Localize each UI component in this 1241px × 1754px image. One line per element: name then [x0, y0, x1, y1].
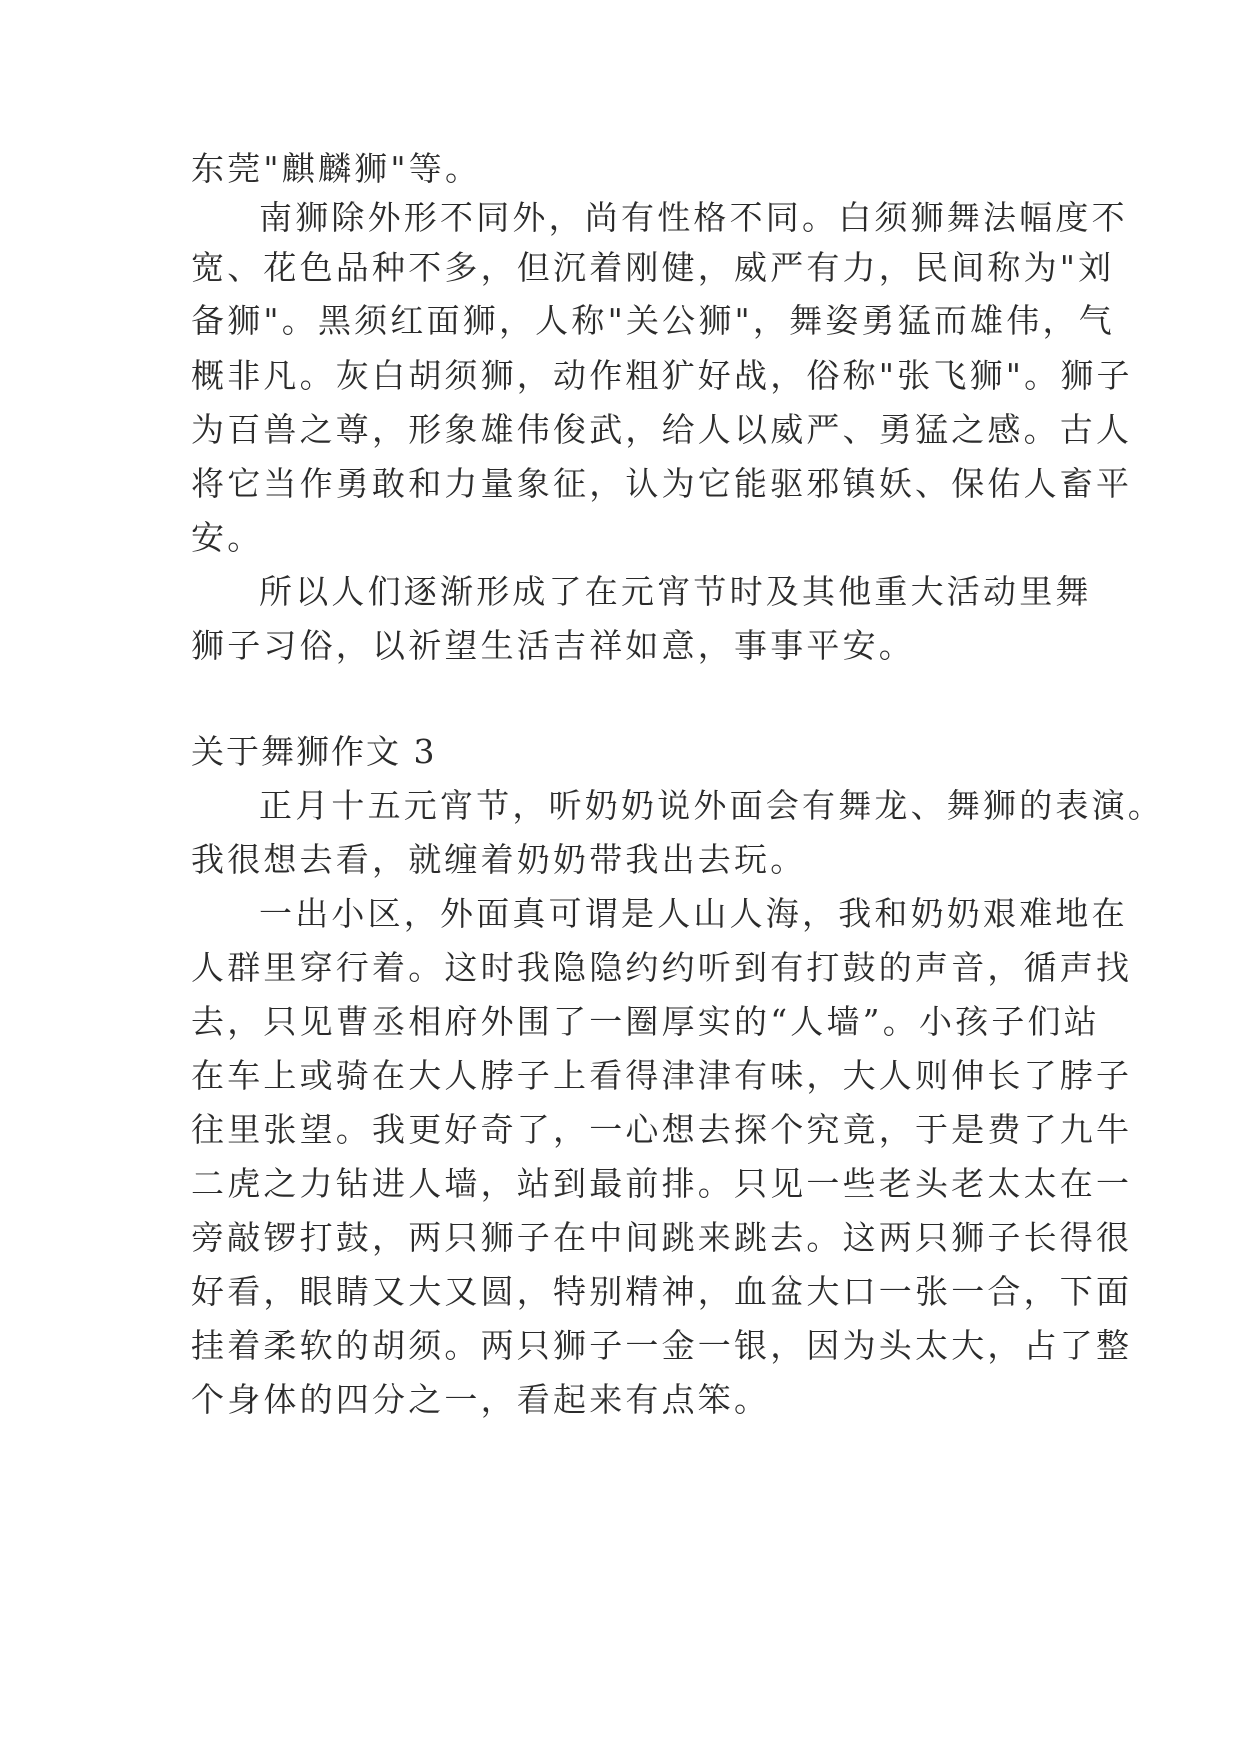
text-line: 二虎之力钻进人墙，站到最前排。只见一些老头老太太在一: [191, 1164, 1133, 1203]
paragraph-line: 一出小区，外面真可谓是人山人海，我和奶奶艰难地在: [259, 894, 1128, 933]
text-line: 备狮"。黑须红面狮，人称"关公狮"，舞姿勇猛而雄伟，气: [191, 301, 1115, 340]
text-line: 旁敲锣打鼓，两只狮子在中间跳来跳去。这两只狮子长得很: [191, 1218, 1133, 1257]
text-line: 我很想去看，就缠着奶奶带我出去玩。: [191, 840, 807, 879]
text-line: 概非凡。灰白胡须狮，动作粗犷好战，俗称"张飞狮"。狮子: [191, 356, 1133, 395]
text-line: 好看，眼睛又大又圆，特别精神，血盆大口一张一合，下面: [191, 1272, 1133, 1311]
paragraph-line: 所以人们逐渐形成了在元宵节时及其他重大活动里舞: [259, 572, 1092, 611]
text-line: 将它当作勇敢和力量象征，认为它能驱邪镇妖、保佑人畜平: [191, 464, 1133, 503]
text-line: 安。: [191, 518, 264, 557]
text-line: 去，只见曹丞相府外围了一圈厚实的“人墙”。小孩子们站: [191, 1002, 1100, 1041]
text-line: 狮子习俗，以祈望生活吉祥如意，事事平安。: [191, 626, 915, 665]
text-line: 挂着柔软的胡须。两只狮子一金一银，因为头太大，占了整: [191, 1326, 1133, 1365]
paragraph-line: 南狮除外形不同外，尚有性格不同。白须狮舞法幅度不: [259, 198, 1128, 237]
text-line: 人群里穿行着。这时我隐隐约约听到有打鼓的声音，循声找: [191, 948, 1133, 987]
paragraph-line: 正月十五元宵节，听奶奶说外面会有舞龙、舞狮的表演。: [259, 786, 1164, 825]
text-line: 宽、花色品种不多，但沉着刚健，威严有力，民间称为"刘: [191, 248, 1115, 287]
text-line: 东莞"麒麟狮"等。: [191, 149, 482, 188]
text-line: 往里张望。我更好奇了，一心想去探个究竟，于是费了九牛: [191, 1110, 1133, 1149]
text-line: 在车上或骑在大人脖子上看得津津有味，大人则伸长了脖子: [191, 1056, 1133, 1095]
text-line: 个身体的四分之一，看起来有点笨。: [191, 1380, 771, 1419]
text-line: 为百兽之尊，形象雄伟俊武，给人以威严、勇猛之感。古人: [191, 410, 1133, 449]
section-heading: 关于舞狮作文 3: [191, 732, 437, 771]
